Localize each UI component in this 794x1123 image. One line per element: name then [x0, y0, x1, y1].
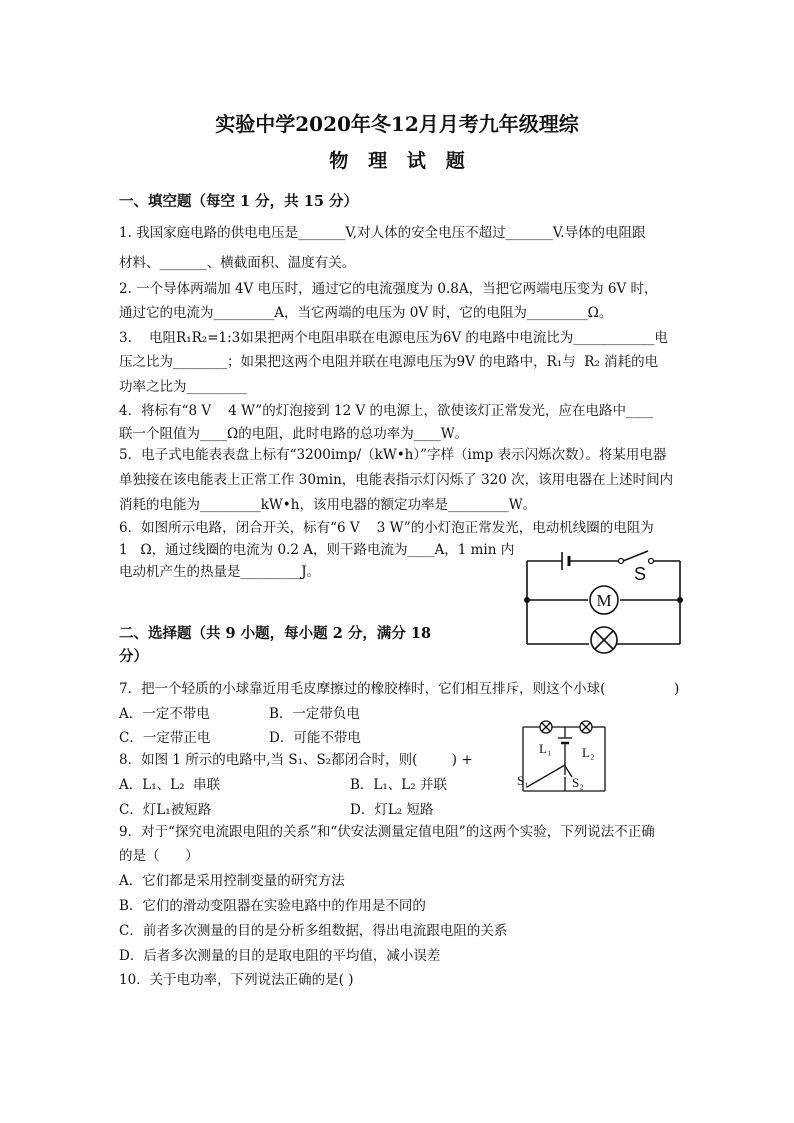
q6-line-1: 6．如图所示电路，闭合开关，标有“6 V 3 W”的小灯泡正常发光，电动机线圈的电阻为 [119, 520, 654, 536]
section-choice-heading-line-1: 二、选择题（共 9 小题，每小题 2 分，满分 18 [119, 625, 432, 642]
exam-title: 实验中学2020年冬12月月考九年级理综 [215, 112, 579, 136]
q7-option-a: A．一定不带电 [119, 706, 210, 722]
q8-option-a: A．L₁、L₂ 串联 [119, 777, 221, 793]
q9-stem-line-2: 的是（ ） [119, 848, 199, 864]
q8-l1-label: L₁ [539, 741, 552, 756]
q5-line-1: 5．电子式电能表表盘上标有“3200imp/（kW•h）”字样（imp 表示闪烁次数）。将某用电器 [119, 447, 667, 463]
q4-line-2: 联一个阻值为____Ω的电阻，此时电路的总功率为____W。 [119, 426, 469, 442]
q4-line-1: 4．将标有“8 V 4 W”的灯泡接到 12 V 的电源上，欲使该灯正常发光，应在电路中____ [119, 403, 653, 419]
q6-line-2: 1 Ω，通过线圈的电流为 0.2 A，则干路电流为____A，1 min 内 [119, 542, 515, 558]
q8-circuit-diagram [517, 715, 613, 795]
q7-stem: 7．把一个轻质的小球靠近用毛皮摩擦过的橡胶棒时，它们相互排斥，则这个小球( ) [119, 681, 680, 697]
q9-option-a: A．它们都是采用控制变量的研究方法 [119, 873, 345, 889]
q8-option-d: D．灯L₂ 短路 [350, 802, 434, 818]
q8-l2-label: L₂ [582, 745, 595, 760]
q8-s2-label: S₂ [572, 775, 584, 790]
q8-option-c: C．灯L₁被短路 [119, 802, 212, 818]
q2-line-2: 通过它的电流为_________A，当它两端的电压为 0V 时，它的电阻为_________Ω。 [119, 305, 613, 321]
q5-line-2: 单独接在该电能表上正常工作 30min，电能表指示灯闪烁了 320 次，该用电器在上述时间内 [119, 472, 674, 488]
q9-stem-line-1: 9．对于“探究电流跟电阻的关系”和“伏安法测量定值电阻”的这两个实验，下列说法不正确 [119, 824, 655, 840]
q7-option-d: D．可能不带电 [269, 730, 361, 746]
q10-stem: 10．关于电功率，下列说法正确的是( ) [119, 972, 354, 988]
q2-line-1: 2. 一个导体两端加 4V 电压时，通过它的电流强度为 0.8A，当把它两端电压变为 6V 时， [119, 281, 658, 297]
section-fill-in-heading: 一、填空题（每空 1 分，共 15 分） [119, 193, 358, 210]
q6-line-3: 电动机产生的热量是_________J。 [119, 564, 321, 580]
q9-option-d: D．后者多次测量的目的是取电阻的平均值，减小误差 [119, 948, 441, 964]
q3-line-3: 功率之比为_________ [119, 379, 248, 395]
q8-option-b: B．L₁、L₂ 并联 [350, 777, 447, 793]
q6-motor-label: M [596, 591, 612, 610]
q8-stem: 8．如图 1 所示的电路中,当 S₁、S₂都闭合时，则( ) + [119, 752, 473, 768]
q3-line-1: 3. 电阻R₁R₂=1:3如果把两个电阻串联在电源电压为6V 的电路中电流比为____________电 [119, 330, 668, 346]
q7-option-c: C．一定带正电 [119, 730, 211, 746]
q7-option-b: B．一定带负电 [269, 706, 360, 722]
q6-switch-label: S [634, 564, 647, 584]
q8-s1-label: S₁ [517, 773, 529, 788]
q9-option-c: C．前者多次测量的目的是分析多组数据，得出电流跟电阻的关系 [119, 923, 508, 939]
q1-line-1: 1. 我国家庭电路的供电电压是_______V,对人体的安全电压不超过_______V.导体的电阻跟 [119, 225, 646, 241]
q9-option-b: B．它们的滑动变阻器在实验电路中的作用是不同的 [119, 898, 426, 914]
exam-subtitle: 物 理 试 题 [329, 150, 465, 172]
q1-line-2: 材料、_______、横截面积、温度有关。 [119, 255, 356, 271]
q5-line-3: 消耗的电能为_________kW•h，该用电器的额定功率是_________W。 [119, 497, 537, 513]
q3-line-2: 压之比为________；如果把这两个电阻并联在电源电压为9V 的电路中，R₁与 R₂ 消耗的电 [119, 354, 659, 370]
section-choice-heading-line-2: 分） [119, 648, 148, 665]
q6-circuit-diagram [522, 546, 688, 656]
